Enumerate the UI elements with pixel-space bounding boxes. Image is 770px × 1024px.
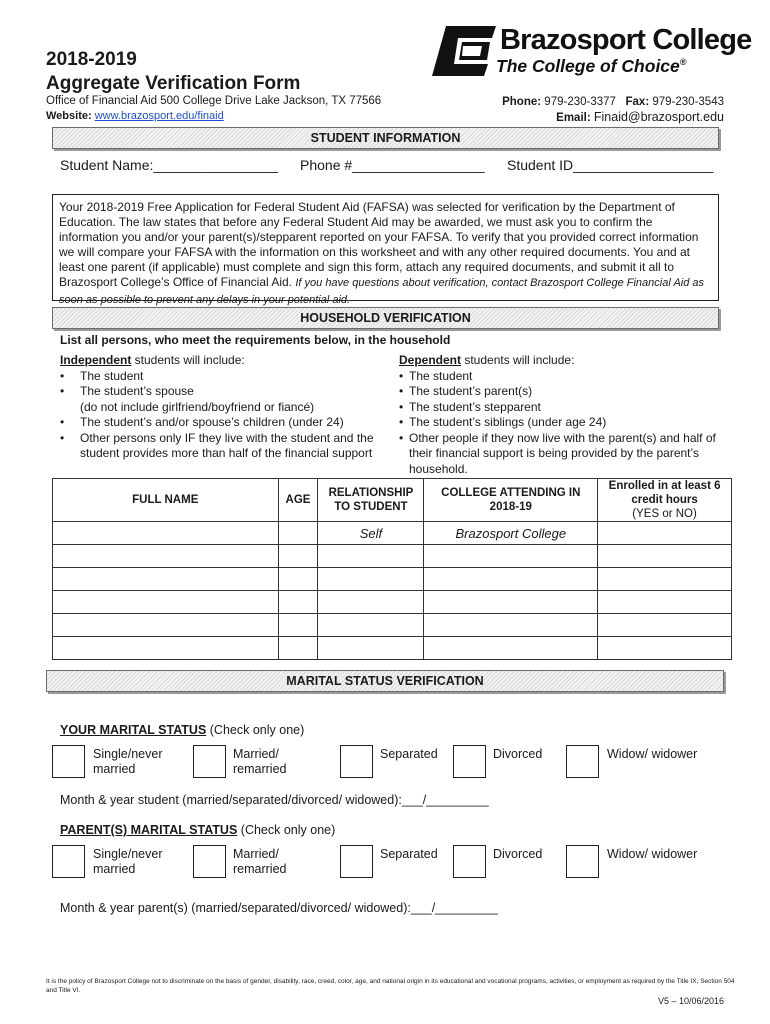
cell-full-name[interactable] xyxy=(53,591,279,614)
parent-status-checkbox-single[interactable] xyxy=(52,845,85,878)
form-year: 2018-2019 xyxy=(46,49,137,70)
cell-relationship[interactable] xyxy=(318,545,424,568)
parent-status-checkbox-divorced[interactable] xyxy=(453,845,486,878)
email-label: Email: xyxy=(556,112,591,124)
student-phone-field[interactable]: Phone #_________________ xyxy=(300,157,485,173)
cell-enrolled[interactable] xyxy=(598,568,732,591)
student-info-title: STUDENT INFORMATION xyxy=(310,131,461,145)
your-marital-heading-bold: YOUR MARITAL STATUS xyxy=(60,723,207,737)
independent-heading xyxy=(60,353,380,369)
col-age: AGE xyxy=(278,479,318,522)
logo-tagline xyxy=(496,56,686,77)
dependent-heading-rest: students will include: xyxy=(461,353,575,367)
cell-age[interactable] xyxy=(278,591,318,614)
independent-item: • The student xyxy=(60,369,380,385)
cell-enrolled[interactable] xyxy=(598,637,732,660)
cell-enrolled[interactable] xyxy=(598,614,732,637)
dependent-item: • Other people if they now live with the parent(s) and half of their financial support is being provided by the parent’s household. xyxy=(399,431,724,478)
col-enrolled xyxy=(598,479,732,522)
your-marital-heading xyxy=(60,723,304,737)
dependent-item: • The student’s parent(s) xyxy=(399,384,724,400)
independent-item: • The student’s spouse (do not include girlfriend/boyfriend or fiancé) xyxy=(60,384,380,415)
cell-college[interactable] xyxy=(424,591,598,614)
your-status-checkbox-single[interactable] xyxy=(52,745,85,778)
parent-status-label-married: Married/ remarried xyxy=(233,847,287,876)
household-bar xyxy=(52,307,719,329)
cell-college[interactable]: Brazosport College xyxy=(424,522,598,545)
student-name-field[interactable]: Student Name:________________ xyxy=(60,157,278,173)
col-relationship: RELATIONSHIP TO STUDENT xyxy=(318,479,424,522)
parent-status-checkbox-separated[interactable] xyxy=(340,845,373,878)
cell-college[interactable] xyxy=(424,614,598,637)
office-address: Office of Financial Aid 500 College Drive Lake Jackson, TX 77566 xyxy=(46,95,382,107)
phone-fax-line xyxy=(502,95,724,110)
fax-number: 979-230-3543 xyxy=(652,96,724,108)
col-college: COLLEGE ATTENDING IN 2018-19 xyxy=(424,479,598,522)
your-status-checkbox-widow[interactable] xyxy=(566,745,599,778)
notice-text: Your 2018-2019 Free Application for Federal Student Aid (FAFSA) was selected for verification by the Department of Education. The law states that before any Federal Student Aid may be awarded, we must ask you to confirm the information you and/or your parent(s)/stepparent reported on your FAFSA. To verify that you provided correct information we will compare your FAFSA with the information on this worksheet and with any other required documents. You and at least one parent (if applicable) must complete and sign this form, attach any required documents, and submit it all to Brazosport College’s Office of Financial Aid. xyxy=(59,200,699,290)
parent-marital-heading-bold: PARENT(S) MARITAL STATUS xyxy=(60,823,238,837)
cell-age[interactable] xyxy=(278,568,318,591)
phone-label: Phone: xyxy=(502,96,542,108)
website-link[interactable]: www.brazosport.edu/finaid xyxy=(94,110,224,122)
dependent-heading xyxy=(399,353,724,369)
notice-italic-text: If you have questions about verification, contact Brazosport College Financial Aid as soon as possible to prevent any delays in your potential aid. xyxy=(59,277,705,306)
cell-full-name[interactable] xyxy=(53,614,279,637)
cell-relationship[interactable] xyxy=(318,614,424,637)
parent-status-checkbox-widow[interactable] xyxy=(566,845,599,878)
independent-item: • The student’s and/or spouse’s children (under 24) xyxy=(60,415,380,431)
fax-label: Fax: xyxy=(625,96,650,108)
your-status-checkbox-separated[interactable] xyxy=(340,745,373,778)
cell-age[interactable] xyxy=(278,614,318,637)
website-label: Website: xyxy=(46,110,92,122)
email-address: Finaid@brazosport.edu xyxy=(593,110,724,124)
household-instruction: List all persons, who meet the requirements below, in the household xyxy=(60,333,451,347)
household-table-header xyxy=(53,479,732,522)
dependent-item: • The student’s stepparent xyxy=(399,400,724,416)
cell-full-name[interactable] xyxy=(53,522,279,545)
cell-age[interactable] xyxy=(278,522,318,545)
phone-number: 979-230-3377 xyxy=(544,96,616,108)
parent-date-field[interactable]: Month & year parent(s) (married/separated/divorced/ widowed):___/_________ xyxy=(60,901,498,915)
cell-full-name[interactable] xyxy=(53,568,279,591)
bc-logo-icon xyxy=(432,26,496,76)
cell-relationship[interactable] xyxy=(318,637,424,660)
form-title-block xyxy=(46,48,300,96)
cell-college[interactable] xyxy=(424,637,598,660)
parent-marital-heading xyxy=(60,823,335,837)
website-line xyxy=(46,110,224,122)
cell-relationship[interactable] xyxy=(318,568,424,591)
dependent-item: • The student’s siblings (under age 24) xyxy=(399,415,724,431)
form-title: Aggregate Verification Form xyxy=(46,73,301,94)
fafsa-notice xyxy=(52,194,719,306)
cell-full-name[interactable] xyxy=(53,545,279,568)
col-enrolled-note: (YES or NO) xyxy=(632,508,697,520)
cell-enrolled[interactable] xyxy=(598,522,732,545)
logo-name: Brazosport College xyxy=(500,24,752,56)
email-line xyxy=(502,110,724,126)
nondiscrimination-policy: It is the policy of Brazosport College not to discriminate on the basis of gender, disability, race, creed, color, age, and national origin in its educational and vocational programs, activities, or employment as required by the Title IX, Section 504 and Title VI. xyxy=(46,978,735,994)
cell-age[interactable] xyxy=(278,637,318,660)
marital-title: MARITAL STATUS VERIFICATION xyxy=(286,674,484,688)
logo-tagline-text: The College of Choice xyxy=(496,56,680,76)
dependent-list xyxy=(399,353,724,477)
dependent-heading-bold: Dependent xyxy=(399,353,462,367)
your-marital-note: (Check only one) xyxy=(206,723,305,737)
registered-mark: ® xyxy=(679,57,687,68)
your-status-checkbox-married[interactable] xyxy=(193,745,226,778)
your-status-label-single: Single/never married xyxy=(93,747,163,776)
independent-heading-bold: Independent xyxy=(60,353,132,367)
parent-status-label-separated: Separated xyxy=(380,847,438,861)
your-status-label-divorced: Divorced xyxy=(493,747,543,761)
parent-marital-note: (Check only one) xyxy=(237,823,336,837)
cell-enrolled[interactable] xyxy=(598,545,732,568)
table-row xyxy=(53,614,732,637)
independent-list xyxy=(60,353,380,462)
table-row xyxy=(53,568,732,591)
student-id-field[interactable]: Student ID__________________ xyxy=(507,157,714,173)
independent-heading-rest: students will include: xyxy=(131,353,245,367)
table-row xyxy=(53,637,732,660)
household-title: HOUSEHOLD VERIFICATION xyxy=(300,311,471,325)
cell-age[interactable] xyxy=(278,545,318,568)
your-status-label-married: Married/ remarried xyxy=(233,747,287,776)
table-row xyxy=(53,545,732,568)
form-version: V5 – 10/06/2016 xyxy=(657,996,724,1006)
cell-college[interactable] xyxy=(424,545,598,568)
cell-college[interactable] xyxy=(424,568,598,591)
your-status-label-widow: Widow/ widower xyxy=(607,747,698,761)
student-info-bar xyxy=(52,127,719,149)
marital-bar xyxy=(46,670,724,692)
table-row xyxy=(53,522,732,545)
dependent-item: • The student xyxy=(399,369,724,385)
your-status-label-separated: Separated xyxy=(380,747,438,761)
cell-full-name[interactable] xyxy=(53,637,279,660)
independent-item: • Other persons only IF they live with the student and the student provides more than half of the financial support xyxy=(60,431,380,462)
parent-status-label-single: Single/never married xyxy=(93,847,163,876)
col-enrolled-bold: Enrolled in at least 6 credit hours xyxy=(608,480,721,506)
parent-status-checkbox-married[interactable] xyxy=(193,845,226,878)
student-date-field[interactable]: Month & year student (married/separated/divorced/ widowed):___/_________ xyxy=(60,793,489,807)
household-table xyxy=(52,478,732,660)
cell-relationship[interactable] xyxy=(318,591,424,614)
contact-info xyxy=(502,95,724,126)
parent-status-label-divorced: Divorced xyxy=(493,847,543,861)
parent-status-label-widow: Widow/ widower xyxy=(607,847,698,861)
col-full-name: FULL NAME xyxy=(53,479,279,522)
cell-relationship[interactable]: Self xyxy=(318,522,424,545)
cell-enrolled[interactable] xyxy=(598,591,732,614)
table-row xyxy=(53,591,732,614)
your-status-checkbox-divorced[interactable] xyxy=(453,745,486,778)
